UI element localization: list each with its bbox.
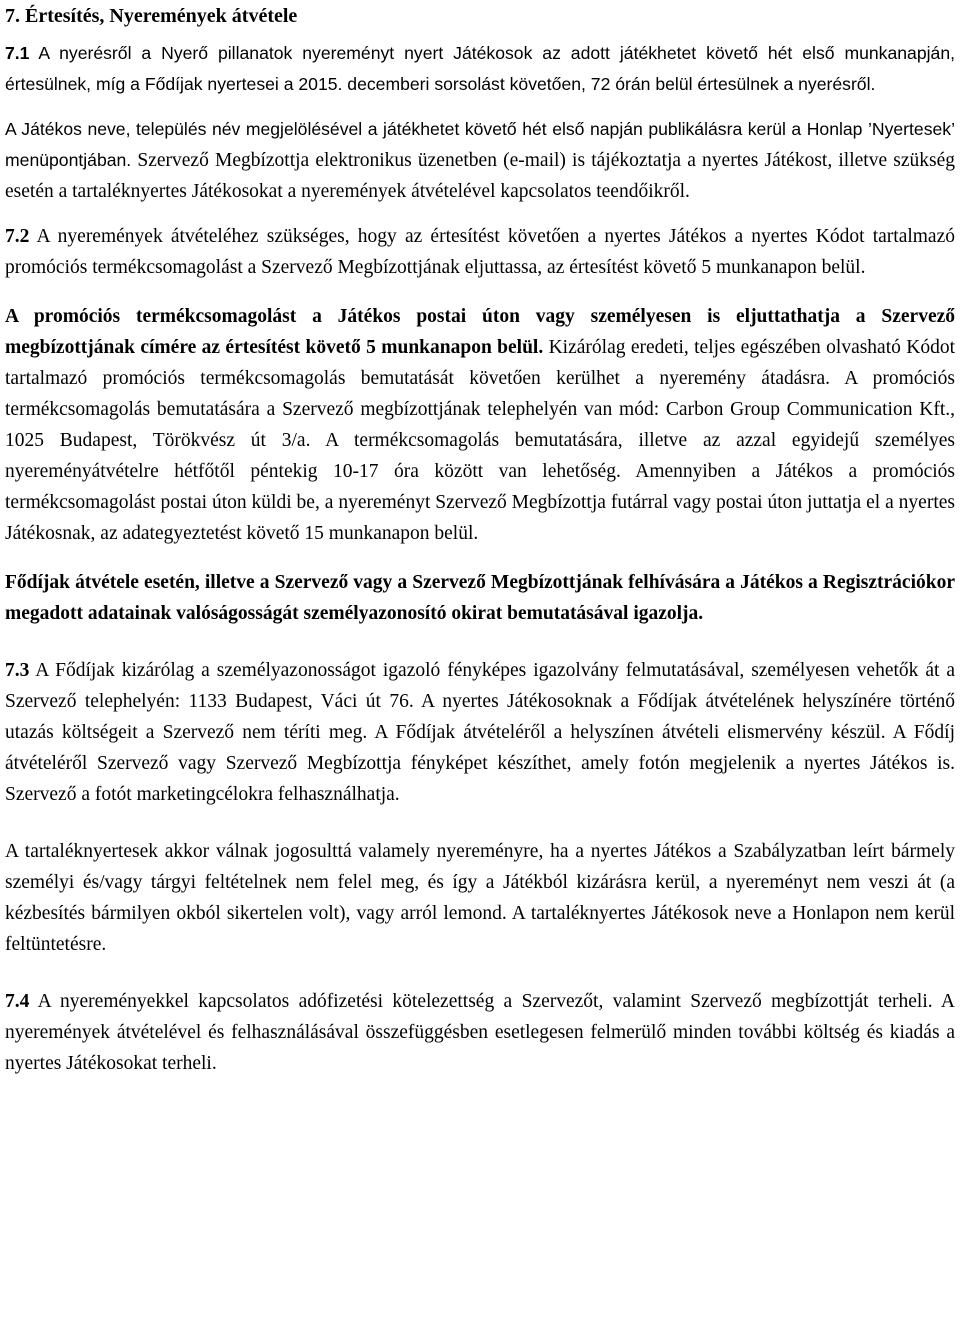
paragraph-7-2 bbox=[5, 221, 955, 283]
paragraph-main-prize: Fődíjak átvétele esetén, illetve a Szervező vagy a Szervező Megbízottjának felhívására a Játékos a Regisztrációkor megadott adatainak valóságosságát személyazonosító okirat bemutatásával igazolja. bbox=[5, 572, 955, 624]
section-number-7-3: 7.3 bbox=[5, 660, 30, 681]
paragraph-7-1 bbox=[5, 38, 955, 100]
paragraph-7-3 bbox=[5, 655, 955, 810]
paragraph-7-4-text: A nyereményekkel kapcsolatos adófizetési kötelezettség a Szervezőt, valamint Szervező megbízottját terheli. A nyeremények átvételével és felhasználásával összefüggésben esetlegesen felmerülő minden további költség és kiadás a nyertes Játékosokat terheli. bbox=[5, 991, 955, 1074]
paragraph-publication-serif-text: Szervező Megbízottja elektronikus üzenetben (e-mail) is tájékoztatja a nyertes Játékost, illetve szükség esetén a tartaléknyertes Játékosokat a nyeremények átvételével kapcsolatos teendőikről. bbox=[5, 150, 955, 202]
section-number-7-4: 7.4 bbox=[5, 991, 30, 1012]
paragraph-reserve-winners: A tartaléknyertesek akkor válnak jogosulttá valamely nyereményre, ha a nyertes Játékos a Szabályzatban leírt bármely személyi és/vagy tárgyi feltételnek nem felel meg, és így a Játékból kizárásra kerül, a nyereményt nem veszi át (a kézbesítés bármilyen okból sikertelen volt), vagy arról lemond. A tartaléknyertes Játékosok neve a Honlapon nem kerül feltüntetésre. bbox=[5, 841, 955, 955]
document bbox=[5, 2, 955, 1079]
paragraph-publication-sans-text: A Játékos neve, település név megjelölésével a játékhetet követő hét első napján publikálásra kerül a Honlap ’Nyertesek’ menüpontjában. bbox=[5, 119, 955, 170]
paragraph-postal-bold-text: A promóciós termékcsomagolást a Játékos postai úton vagy személyesen is eljuttathatja a Szervező megbízottjának címére az értesítést követő 5 munkanapon belül. bbox=[5, 306, 955, 358]
paragraph-7-4 bbox=[5, 986, 955, 1079]
section-number-7-2: 7.2 bbox=[5, 226, 30, 247]
paragraph-postal-text: Kizárólag eredeti, teljes egészében olvasható Kódot tartalmazó promóciós termékcsomagolás bemutatását követően kerülhet a nyeremény átadásra. A promóciós termékcsomagolás bemutatására a Szervező megbízottjának telephelyén van mód: Carbon Group Communication Kft., 1025 Budapest, Törökvész út 3/a. A termékcsomagolás bemutatására, illetve az azzal egyidejű személyes nyereményátvételre hétfőtől péntekig 10-17 óra között van lehetőség. Amennyiben a Játékos a promóciós termékcsomagolást postai úton küldi be, a nyereményt Szervező Megbízottja futárral vagy postai úton juttatja el a nyertes Játékosnak, az adategyeztetést követő 15 munkanapon belül. bbox=[5, 337, 956, 544]
paragraph-7-3-text: A Fődíjak kizárólag a személyazonosságot igazoló fényképes igazolvány felmutatásával, személyesen vehetők át a Szervező telephelyén: 1133 Budapest, Váci út 76. A nyertes Játékosoknak a Fődíjak átvételének helyszínére történő utazás költségeit a Szervező nem téríti meg. A Fődíjak átvételéről a helyszínen átvételi elismervény készül. A Fődíj átvételéről Szervező vagy Szervező Megbízottja fényképet készíthet, amely fotón megjelenik a nyertes Játékos is. Szervező a fotót marketingcélokra felhasználhatja. bbox=[5, 660, 955, 805]
paragraph-postal-delivery bbox=[5, 301, 955, 549]
paragraph-publication bbox=[5, 114, 955, 207]
section-number-7-1: 7.1 bbox=[5, 43, 30, 63]
section-title: 7. Értesítés, Nyeremények átvétele bbox=[5, 5, 298, 27]
paragraph-7-2-text: A nyeremények átvételéhez szükséges, hogy az értesítést követően a nyertes Játékos a nyertes Kódot tartalmazó promóciós termékcsomagolást a Szervező Megbízottjának eljuttassa, az értesítést követő 5 munkanapon belül. bbox=[5, 226, 955, 278]
paragraph-7-1-text: A nyerésről a Nyerő pillanatok nyereményt nyert Játékosok az adott játékhetet követő hét első munkanapján, értesülnek, míg a Fődíjak nyertesei a 2015. decemberi sorsolást követően, 72 órán belül értesülnek a nyerésről. bbox=[5, 43, 955, 94]
